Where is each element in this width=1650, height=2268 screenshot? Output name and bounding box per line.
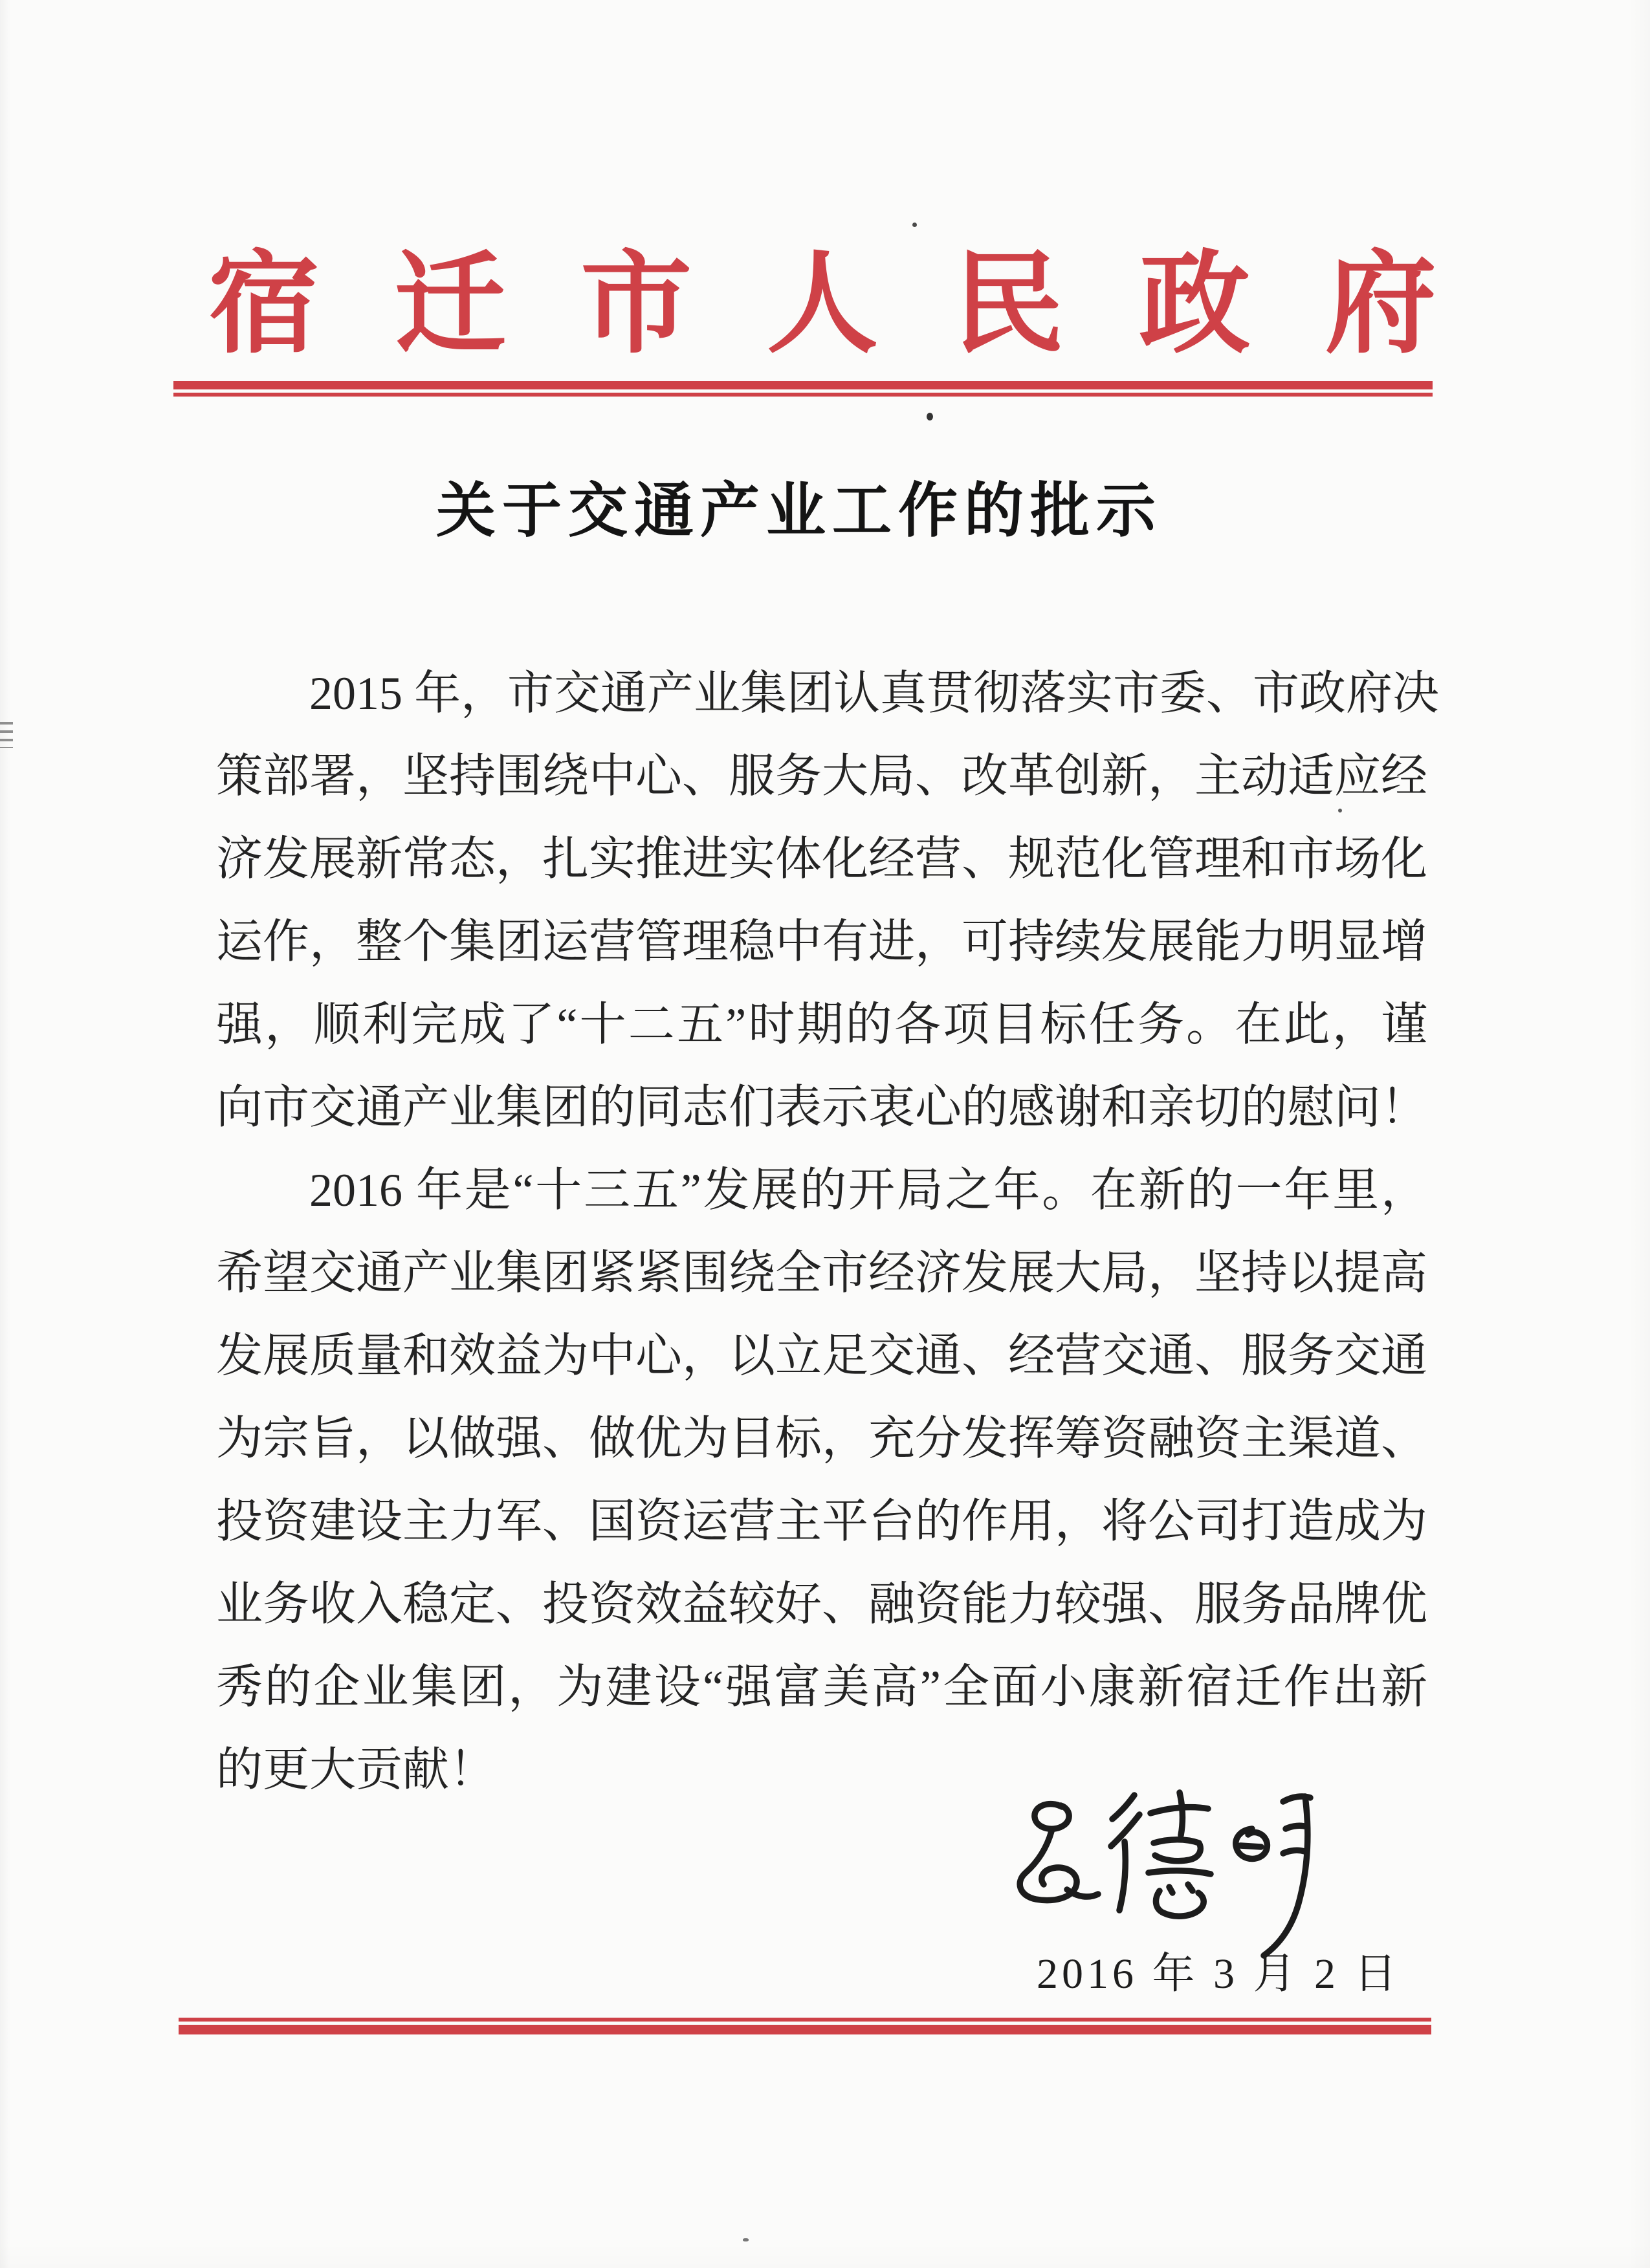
handwritten-signature	[1000, 1769, 1336, 1963]
body-line: 秀的企业集团，为建设“强富美高”全面小康新宿迁作出新	[216, 1661, 1427, 1713]
scan-artifact-dot	[1338, 809, 1342, 812]
signature-strokes	[1000, 1769, 1336, 1963]
body-line: 希望交通产业集团紧紧围绕全市经济发展大局，坚持以提高	[216, 1247, 1428, 1299]
letterhead-title	[208, 246, 1436, 365]
body-line: 济发展新常态，扎实推进实体化经营、规范化管理和市场化	[216, 833, 1428, 885]
header-rule	[173, 381, 1433, 397]
date-line: 2016 年 3 月 2 日	[1037, 1950, 1401, 1998]
body-line: 向市交通产业集团的同志们表示衷心的感谢和亲切的慰问！	[216, 1082, 1428, 1133]
scan-artifact-edge-mark	[0, 722, 13, 748]
body-text	[216, 652, 1440, 1811]
letterhead-char: 政	[1139, 244, 1251, 367]
letterhead-char: 人	[766, 244, 878, 367]
scan-artifact-dot	[743, 2238, 749, 2241]
letterhead-char: 府	[1325, 244, 1436, 367]
letterhead-char: 宿	[208, 244, 320, 367]
document-title: 关于交通产业工作的批示	[435, 478, 1162, 544]
scan-artifact-dot	[912, 223, 917, 227]
body-line: 2015 年，市交通产业集团认真贯彻落实市委、市政府决	[309, 668, 1440, 719]
header-rule-thick-line	[173, 381, 1433, 389]
body-line: 投资建设主力军、国资运营主平台的作用，将公司打造成为	[216, 1496, 1428, 1547]
footer-rule-thick-line	[179, 2025, 1431, 2034]
body-line: 的更大贡献！	[216, 1744, 496, 1796]
body-line: 发展质量和效益为中心，以立足交通、经营交通、服务交通	[216, 1330, 1428, 1382]
body-line: 运作，整个集团运营管理稳中有进，可持续发展能力明显增	[216, 916, 1428, 968]
body-line: 为宗旨，以做强、做优为目标，充分发挥筹资融资主渠道、	[216, 1413, 1428, 1465]
body-line: 策部署，坚持围绕中心、服务大局、改革创新，主动适应经	[216, 750, 1428, 802]
header-rule-thin-line	[173, 393, 1433, 397]
body-line: 2016 年是“十三五”发展的开局之年。在新的一年里，	[309, 1164, 1427, 1216]
letterhead-char: 市	[580, 244, 692, 367]
letterhead-char: 迁	[394, 244, 506, 367]
letterhead-char: 民	[952, 244, 1064, 367]
body-line: 业务收入稳定、投资效益较好、融资能力较强、服务品牌优	[216, 1578, 1428, 1630]
body-line: 强，顺利完成了“十二五”时期的各项目标任务。在此，谨	[216, 999, 1427, 1051]
footer-rule	[179, 2018, 1431, 2034]
scan-artifact-dot	[927, 413, 933, 420]
